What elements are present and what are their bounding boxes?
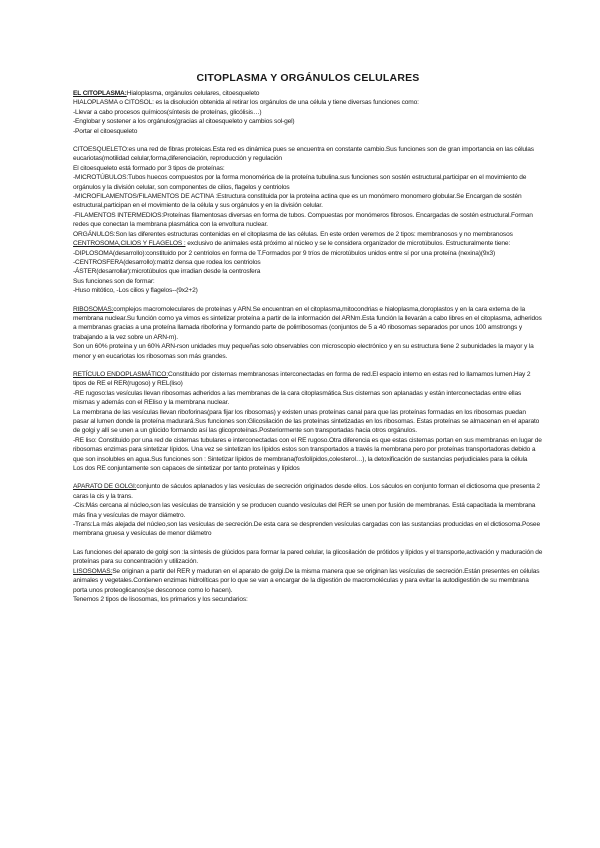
golgi-heading: APARATO DE GOLGI: [73,483,137,491]
centrosfera-item: -CENTROSFERA(desarrollo):matriz densa que rodea los centriolos [73,258,261,266]
organulos-paragraph: ORGÁNULOS:Son las diferentes estructuras contenidas en el citoplasma de las células. En este orden veremos de 2 tipos: membranosos y no membranosos [73,230,513,238]
golgi-functions: Las funciones del aparato de golgi son :la síntesis de glúcidos para formar la pared celular, la glicosilación de prótidos y lípidos y el transporte,activación y maduración de proteínas para su concentración y utilización. [73,548,543,566]
reticulo-text: Constituido por cisternas membranosas interconectadas en forma de red.El espacio interno en estas red lo llamamos lumen.Hay 2 tipos de RE el RER(rugoso) y REL(liso) [73,370,531,388]
citoplasma-text: Hialoplasma, orgánulos celulares, citoesqueleto [126,90,260,97]
funciones-item: -Huso mitótico, -Los cilios y flagelos--(9x2+2) [73,287,198,295]
ribosomas-paragraph [73,305,543,343]
hialoplasma-paragraph: HIALOPLASMA o CITOSOL: es la disolución obtenida al retirar los orgánulos de una célula y tiene diversas funciones como: [73,99,419,107]
golgi-cis-item: -Cis:Más cercana al núcleo,son las vesículas de transición y se producen cuando vesículas del RER se unen por fusión de membranas. Está capacitada la membrana más fina y vesículas de mayor diámetro. [73,502,536,519]
hialoplasma-item: -Llevar a cabo procesos químicos(síntesis de proteínas, glicólisis…) [73,108,262,116]
lisosomas-types: Tenemos 2 tipos de lisosomas, los primarios y los secundarios: [73,595,248,603]
ribosomas-text: complejos macromoleculares de proteínas y ARN.Se encuentran en el citoplasma,mitocondrias e hialoplasma,cloroplastos y en la cara externa de la membrana nuclear.Su función como ya vimos es sintetizar proteína a partir de la información del ARNm.Esta función la llevarán a cabo libres en el citoplasma, adheridos a membranas gracias a una proteína llamada riboforina y formando parte de polirribosomas (conjuntos de 5 a 40 ribosomas separados por unos 100 amstrongs y trabajando a la vez sobre un ARN-m). [73,305,542,341]
aster-item: -ÁSTER(desarrollar):microtúbulos que irradian desde la centrosfera [73,268,261,276]
diplosoma-item: -DIPLOSOMA(desarrollo):constituido por 2 centriolos en forma de T.Formados por 9 tríos de microtúbulos unidos entre sí por una proteína (nexina)(9x3) [73,249,496,257]
lisosomas-heading: LISOSOMAS: [73,567,113,575]
microtubulos-paragraph: -MICROTÚBULOS:Tubos huecos compuestos por la forma monomérica de la proteína tubulina.sus funciones son sostén estructural,participar en el movimiento de orgánulos y la división celular, son componentes de cilios, flagelos y centriolos [73,174,527,191]
golgi-paragraph [73,482,543,501]
citoplasma-line [73,89,543,98]
citoesqueleto-paragraph: CITOESQUELETO:es una red de fibras proteicas.Esta red es dinámica pues se encuentra en constante cambio.Sus funciones son de gran importancia en las células eucariotas(motilidad celular,forma,diferenciación, reproducción y regulación [73,146,534,163]
golgi-trans-item: -Trans:La más alejada del núcleo,son las vesículas de secreción.De esta cara se desprenden vesículas cargadas con las sustancias producidas en el dictiosoma.Posee membrana gruesa y vesículas de menor diámetro [73,521,540,538]
re-liso-paragraph: -RE liso: Constituido por una red de cisternas tubulares e interconectadas con el RE rugoso.Otra diferencia es que estas cisternas portan en sus membranas en lugar de ribosomas enzimas para sintetizar lípidos. Una vez se sintetizan los lípidos estos son transportados a través la membrana pero por proteínas transportadoras debido a que son insolubles en agua.Sus funciones son : Sintetizar lípidos de membrana(fosfolípidos,colesterol…), la detoxificación de sustancias perjudiciales para la célula [73,436,542,463]
reticulo-heading: RETÍCULO ENDOPLASMÁTICO: [73,370,168,378]
centrosoma-heading: CENTROSOMA,CILIOS Y FLAGELOS : [73,240,186,248]
centrosoma-paragraph [73,239,543,248]
document-title: CITOPLASMA Y ORGÁNULOS CELULARES [196,72,420,84]
hialoplasma-item: -Portar el citoesqueleto [73,127,138,135]
ribosomas-heading: RIBOSOMAS: [73,305,114,313]
document-page [73,72,543,604]
re-rugoso-functions: La membrana de las vesículas llevan riboforinas(para fijar los ribosomas) y existen unas proteínas canal para que las proteínas formadas en los ribosomas puedan pasar al lumen donde la proteína madurará.Sus funciones son:Glicosilación de las proteínas sintetizadas en los ribosomas. Estas proteínas se almacenan en el aparato de golgi y allí se unen a un glúcido formando así las glicoproteínas.Posteriormente son transportadas hacia otros orgánulos. [73,408,540,435]
citoesqueleto-types: El citoesqueleto está formado por 3 tipos de proteínas: [73,164,225,172]
lisosomas-paragraph [73,567,543,595]
reticulo-paragraph [73,370,543,389]
ribosomas-composition: Son un 60% proteína y un 60% ARN-rson unidades muy pequeñas solo observables con microscopio electrónico y en su estructura tiene 2 subunidades la mayor y la menor y en eucariotas los ribosomas son más grandes. [73,343,534,360]
microfilamentos-paragraph: -MICROFILAMENTOS/FILAMENTOS DE ACTINA :Estructura constituida por la proteína actina que es un monómero monomero globular.Se Encargan de sostén estructural,participan en el movimiento de la célula y sus orgánulos y en la división celular. [73,193,522,210]
citoplasma-heading: EL CITOPLASMA: [73,90,127,97]
funciones-line: Sus funciones son de formar: [73,277,155,285]
re-summary: Los dos RE conjuntamente son capaces de sintetizar por tanto proteínas y lípidos [73,465,300,473]
re-rugoso-paragraph: -RE rugoso:las vesículas llevan ribosomas adheridos a las membranas de la cara citoplasmática.Sus cisternas son aplanadas y están interconectadas entre ellas mismas y además con el REliso y la membrana nuclear. [73,389,522,407]
golgi-text: conjunto de sáculos aplanados y las vesículas de secreción originados desde ellos. Los sáculos en conjunto forman el dictiosoma que presenta 2 caras la cis y la trans. [73,483,540,500]
centrosoma-text: exclusivo de animales está próximo al núcleo y se le considera organizador de microtúbulos. Estructuralmente tiene: [187,240,511,248]
lisosomas-text: Se originan a partir del RER y maduran en el aparato de golgi.De la misma manera que se originan las vesículas de secreción.Están presentes en células animales y vegetales.Contienen enzimas hidrolíticas por lo que se van a encargar de la digestión de macromoléculas y para evitar la autodigestión de su membrana porta unos proteoglicanos(se desconoce como lo hacen). [73,567,540,594]
hialoplasma-item: -Englobar y sostener a los orgánulos(gracias al citoesqueleto y cambios sol-gel) [73,118,295,126]
filamentos-intermedios-paragraph: -FILAMENTOS INTERMEDIOS:Proteínas filamentosas diversas en forma de tubos. Compuestas por monómeros fibrosos. Encargadas de sostén estructural.Forman redes que conectan la membrana plasmática con la envoltura nuclear. [73,211,533,229]
